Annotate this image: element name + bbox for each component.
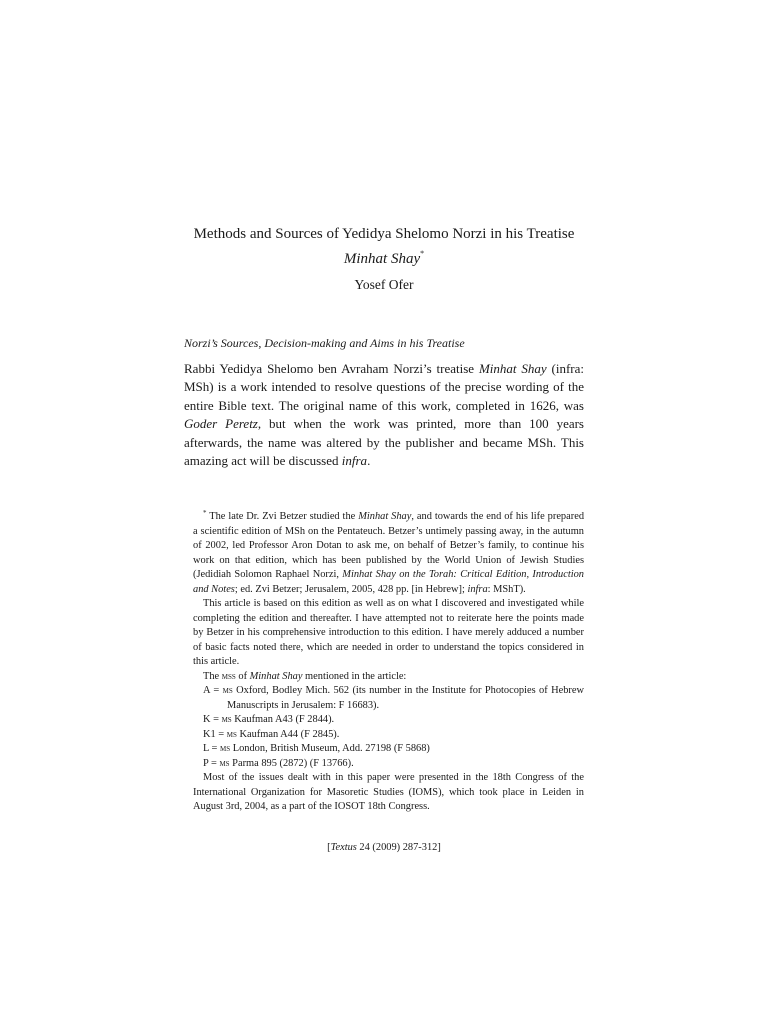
fn3-text-c: of (235, 670, 250, 682)
ms-desc: London, British Museum, Add. 27198 (F 5868) (230, 743, 430, 754)
ms-desc: Oxford, Bodley Mich. 562 (its number in the Institute for Photocopies of Hebrew Manuscripts in Jerusalem: F 16683). (227, 685, 584, 711)
footnote-paragraph-3 (193, 670, 584, 685)
ms-desc: Kaufman A44 (F 2845). (236, 728, 340, 740)
ms-abbrev: ms (221, 715, 232, 725)
body-text-4: . (367, 453, 371, 469)
body-italic-3: infra (341, 453, 368, 469)
fn1-text-c: , and towards the end of his life prepared a scientific edition of MSh on the Pentateuch. Betzer’s untimely passing away, in the autumn of 2002, led Professor Aron Dotan to ask me, on behalf of Betzer’s family, to continue his work on that edition, which has been published by the World Union of Jewish Studies (Jedidiah Solomon Raphael Norzi, (193, 511, 585, 580)
manuscript-list (193, 684, 584, 771)
title-line-2 (184, 244, 584, 269)
footnote-paragraph-1 (193, 506, 584, 597)
manuscript-item (193, 742, 584, 757)
manuscript-item (193, 757, 584, 772)
manuscript-item (193, 728, 584, 743)
fn1-text-e: ; ed. Zvi Betzer; Jerusalem, 2005, 428 pp. [in Hebrew]; (234, 583, 468, 595)
fn1-text-g: : MShT). (487, 583, 526, 595)
ms-siglum: A = (203, 685, 223, 696)
ms-desc: Kaufman A43 (F 2844). (231, 714, 335, 725)
citation-bracket: [ (327, 842, 331, 853)
fn1-italic-f: infra (467, 583, 488, 595)
body-paragraph (184, 360, 584, 470)
ms-siglum: P = (203, 757, 220, 769)
section-heading: Norzi’s Sources, Decision-making and Aims in his Treatise (184, 336, 465, 350)
body-italic-2: Goder Peretz (184, 416, 258, 432)
title-line-1: Methods and Sources of Yedidya Shelomo Norzi in his Treatise (193, 226, 575, 242)
footnote-block (193, 506, 584, 815)
fn1-italic-b: Minhat Shay (358, 511, 412, 522)
fn3-text-e: mentioned in the article: (302, 670, 407, 682)
journal-citation (184, 842, 584, 853)
title-footnote-mark: * (420, 249, 425, 258)
fn1-italic-d: Minhat Shay on the Torah: Critical Edition, Introduction and Notes (193, 569, 584, 595)
article-title (184, 224, 584, 269)
citation-details: 24 (2009) 287-312] (356, 842, 441, 853)
fn3-smallcaps-mss: mss (221, 671, 236, 682)
fn1-text-a: The late Dr. Zvi Betzer studied the (206, 511, 359, 522)
author-name: Yosef Ofer (354, 277, 414, 292)
ms-abbrev: ms (226, 729, 237, 740)
ms-abbrev: ms (219, 758, 230, 769)
footnote-paragraph-4: Most of the issues dealt with in this paper were presented in the 18th Congress of the International Organization for Masoretic Studies (IOMS), which took place in Leiden in August 3rd, 2004, as a part of the IOSOT 18th Congress. (193, 772, 584, 812)
body-text-3: , but when the work was printed, more than 100 years afterwards, the name was altered by the publisher and became MSh. This amazing act will be discussed (184, 416, 584, 469)
body-text-1: Rabbi Yedidya Shelomo ben Avraham Norzi’s treatise (184, 361, 479, 376)
ms-siglum: K = (203, 714, 222, 725)
ms-siglum: K1 = (203, 728, 227, 740)
manuscript-item (193, 713, 584, 728)
footnote-paragraph-2: This article is based on this edition as well as on what I discovered and investigated while completing the edition and thereafter. I have attempted not to reiterate here the points made by Betzer in his comprehensive introduction to this edition. I have merely adduced a number of basic facts noted there, which are needed in order to understand the topics considered in this article. (193, 598, 584, 667)
ms-abbrev: ms (220, 744, 231, 754)
fn3-text-a: The (203, 670, 222, 682)
ms-desc: Parma 895 (2872) (F 13766). (229, 757, 354, 769)
ms-abbrev: ms (222, 686, 233, 696)
footnote-mark: * (203, 509, 207, 517)
ms-siglum: L = (203, 743, 221, 754)
body-italic-1: Minhat Shay (478, 361, 547, 376)
manuscript-item (193, 684, 584, 713)
body-text-2: (infra: MSh) is a work intended to resolve questions of the precise wording of the entire Bible text. The original name of this work, completed in 1626, was (184, 361, 584, 413)
fn3-italic-d: Minhat Shay (249, 670, 303, 682)
citation-journal: Textus (330, 842, 357, 853)
title-work-name: Minhat Shay (343, 251, 421, 267)
